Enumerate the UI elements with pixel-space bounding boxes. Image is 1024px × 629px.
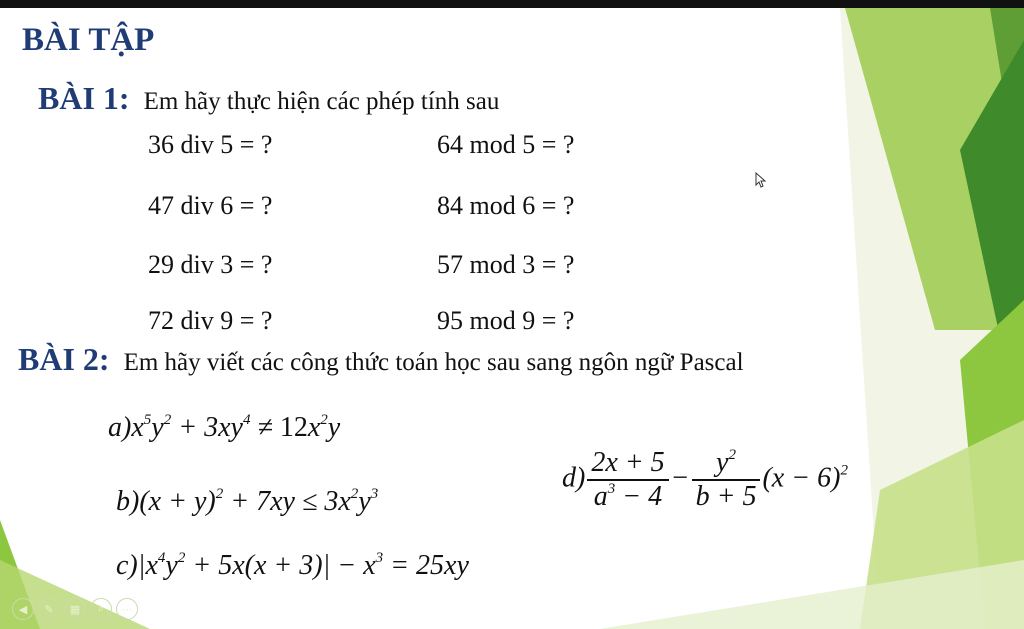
problem-mod-2: 84 mod 6 = ?: [437, 191, 575, 220]
slide-title: BÀI TẬP: [22, 22, 155, 58]
bai1-description: Em hãy thực hiện các phép tính sau: [143, 88, 500, 115]
problem-div-1: 36 div 5 = ?: [148, 130, 273, 159]
formula-a: $a)x^5y^2 + 3xy^4 \ne 12x^2y$: [108, 412, 341, 443]
bai2-heading: [18, 341, 744, 378]
pen-icon[interactable]: ✎: [38, 598, 60, 620]
problem-mod-1: 64 mod 5 = ?: [437, 130, 575, 159]
bai2-description: Em hãy viết các công thức toán học sau sang ngôn ngữ Pascal: [123, 349, 744, 376]
fraction-1: $\frac{2x + 5}{a^3 - 4}$: [587, 447, 668, 513]
formula-d: d) $\frac{2x + 5}{a^3 - 4}$ − $\frac{y^2}{b + 5}$ $(x - 6)^2$: [562, 447, 848, 513]
previous-icon[interactable]: ◀: [12, 598, 34, 620]
presentation-controls: [12, 598, 138, 620]
slides-icon[interactable]: ▦: [64, 598, 86, 620]
problem-mod-3: 57 mod 3 = ?: [437, 250, 575, 279]
formula-c: $c)|x^4y^2 + 5x(x + 3)| - x^3 = 25xy$: [116, 550, 469, 581]
mouse-cursor-icon: [755, 172, 767, 188]
problem-div-4: 72 div 9 = ?: [148, 306, 273, 335]
more-icon[interactable]: ⋯: [116, 598, 138, 620]
bai2-label: BÀI 2:: [18, 341, 110, 377]
zoom-icon[interactable]: ⌕: [90, 598, 112, 620]
bai1-heading: [38, 80, 499, 117]
problem-div-2: 47 div 6 = ?: [148, 191, 273, 220]
fraction-2: $\frac{y^2}{b + 5}$: [692, 447, 761, 513]
formula-b: $b)(x + y)^2 + 7xy \le 3x^2y^3$: [116, 486, 379, 517]
bai1-label: BÀI 1:: [38, 80, 130, 116]
problem-mod-4: 95 mod 9 = ?: [437, 306, 575, 335]
problem-div-3: 29 div 3 = ?: [148, 250, 273, 279]
